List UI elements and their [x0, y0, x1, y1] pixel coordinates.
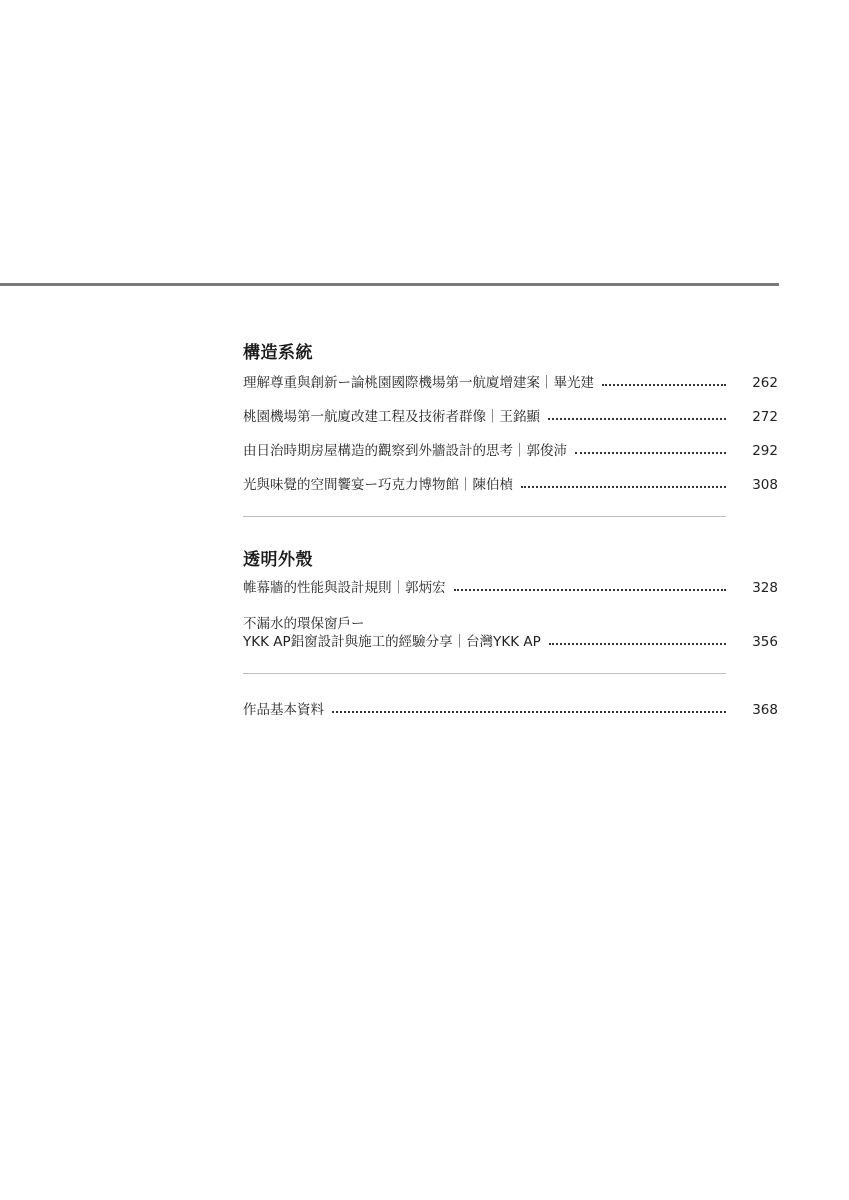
dot-leader	[332, 710, 726, 713]
toc-entry-title: 光與味覺的空間饗宴ー巧克力博物館｜陳伯楨	[243, 477, 513, 493]
dot-leader	[575, 451, 726, 454]
toc-entry-page: 292	[752, 443, 778, 459]
toc-entry-title	[243, 615, 549, 651]
toc-entry-title-line1: 不漏水的環保窗戶ー	[243, 616, 365, 632]
toc-entry-title: 由日治時期房屋構造的觀察到外牆設計的思考｜郭俊沛	[243, 443, 567, 459]
section-title: 構造系統	[243, 343, 313, 363]
toc-entry-title: 桃園機場第一航廈改建工程及技術者群像｜王銘顯	[243, 409, 540, 425]
toc-entry-page: 272	[752, 409, 778, 425]
toc-entry-title: 作品基本資料	[243, 702, 324, 718]
toc-entry-title-line2: YKK AP鋁窗設計與施工的經驗分享｜台灣YKK AP	[243, 634, 541, 650]
dot-leader	[602, 383, 726, 386]
toc-entry-page: 262	[752, 375, 778, 391]
top-rule	[0, 283, 779, 286]
dot-leader	[549, 642, 726, 645]
toc-entry-page: 356	[752, 634, 778, 650]
section-divider	[243, 516, 726, 517]
dot-leader	[521, 485, 726, 488]
toc-entry-title: 理解尊重與創新ー論桃園國際機場第一航廈增建案｜畢光建	[243, 375, 594, 391]
section-divider	[243, 673, 726, 674]
toc-entry[interactable]	[243, 575, 778, 597]
toc-entry[interactable]	[243, 611, 778, 651]
toc-entry-page: 308	[752, 477, 778, 493]
dot-leader	[548, 417, 726, 420]
toc-entry-page: 368	[752, 702, 778, 718]
toc-entry[interactable]	[243, 472, 778, 494]
toc-entry[interactable]	[243, 438, 778, 460]
dot-leader	[454, 588, 727, 591]
toc-entry[interactable]	[243, 370, 778, 392]
toc-entry-title: 帷幕牆的性能與設計規則｜郭炳宏	[243, 580, 446, 596]
toc-entry[interactable]	[243, 697, 778, 719]
toc-entry-page: 328	[752, 580, 778, 596]
section-title: 透明外殼	[243, 550, 313, 570]
toc-entry[interactable]	[243, 404, 778, 426]
